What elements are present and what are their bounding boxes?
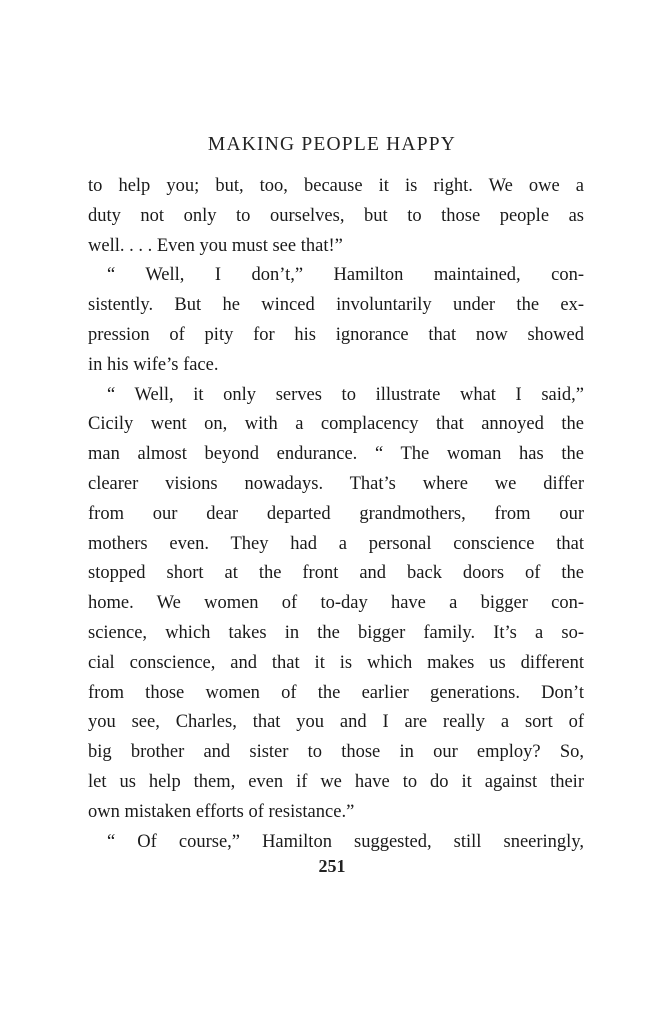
text-line: you see, Charles, that you and I are really a sort of <box>88 712 584 733</box>
text-line: “ Well, I don’t,” Hamilton maintained, con- <box>107 265 584 286</box>
text-line: duty not only to ourselves, but to those people as <box>88 205 584 226</box>
page-number: 251 <box>318 856 346 876</box>
body-text <box>88 172 584 857</box>
text-line: “ Of course,” Hamilton suggested, still sneeringly, <box>107 831 584 852</box>
text-line: to help you; but, too, because it is right. We owe a <box>88 176 584 196</box>
text-line: “ Well, it only serves to illustrate what I said,” <box>107 384 584 405</box>
text-line: mothers even. They had a personal conscience that <box>88 533 584 554</box>
running-head: MAKING PEOPLE HAPPY <box>207 134 457 155</box>
text-line: big brother and sister to those in our employ? So, <box>88 742 584 763</box>
text-line: Cicily went on, with a complacency that annoyed the <box>88 414 584 435</box>
text-line: sistently. But he winced involuntarily under the ex- <box>88 295 584 316</box>
text-line: from those women of the earlier generations. Don’t <box>88 682 584 703</box>
text-line: stopped short at the front and back doors of the <box>88 563 584 584</box>
text-line: man almost beyond endurance. “ The woman has the <box>88 444 584 465</box>
text-line: in his wife’s face. <box>88 354 219 375</box>
text-line: cial conscience, and that it is which makes us different <box>88 652 584 673</box>
text-line: home. We women of to-day have a bigger con- <box>88 593 584 614</box>
text-line: science, which takes in the bigger family. It’s a so- <box>88 622 584 643</box>
text-line: from our dear departed grandmothers, from our <box>88 503 584 524</box>
text-line: pression of pity for his ignorance that now showed <box>88 324 584 345</box>
text-line: let us help them, even if we have to do it against their <box>88 771 584 792</box>
text-line: well. . . . Even you must see that!” <box>88 235 343 256</box>
text-line: own mistaken efforts of resistance.” <box>88 801 355 822</box>
text-line: clearer visions nowadays. That’s where we differ <box>88 473 584 494</box>
